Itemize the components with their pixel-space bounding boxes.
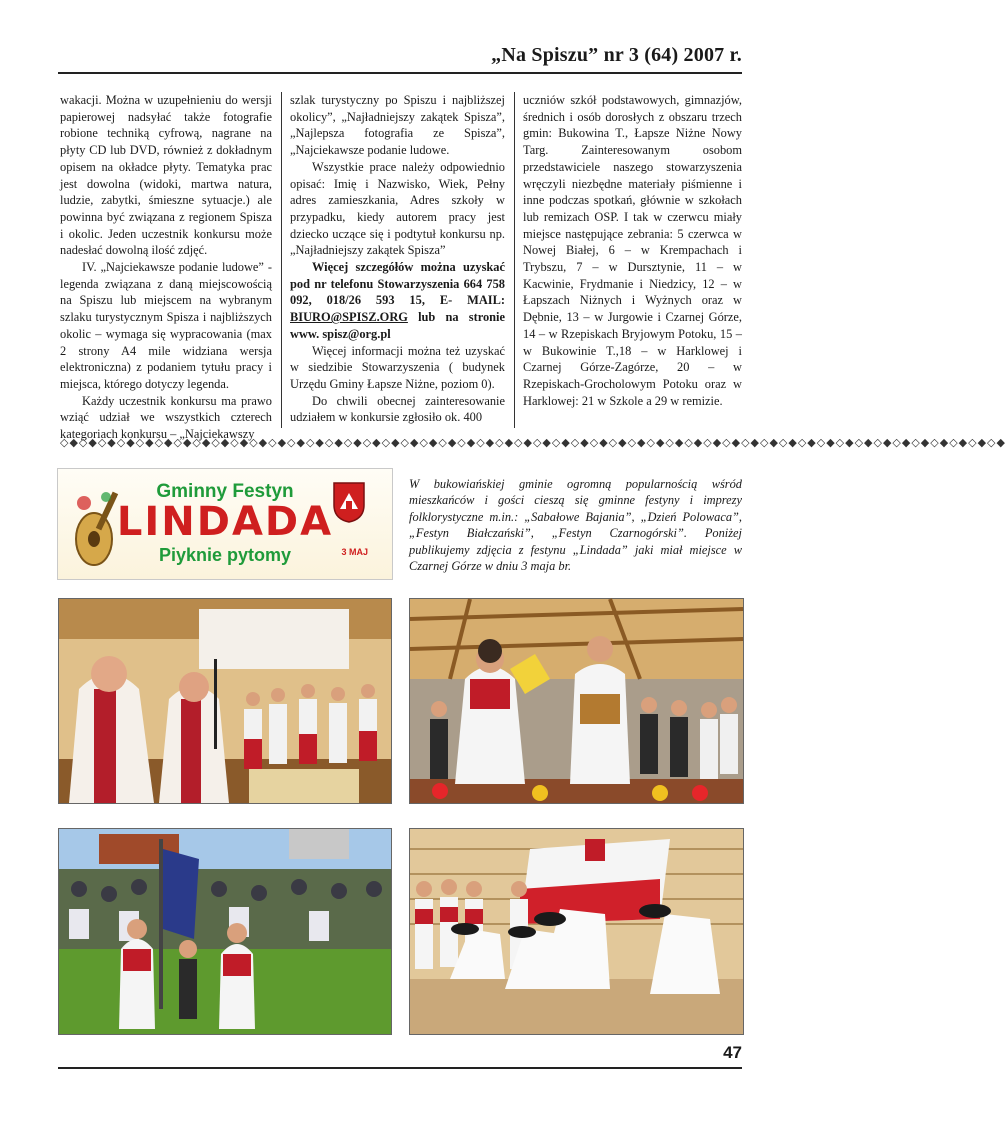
- paragraph: uczniów szkół podstawowych, gimnazjów, średnich i osób dorosłych z obszaru trzech gmin: Bukowina T., Łapsze Niżne Nowy Targ. Zainteresowanym osobom przedstawiciele naszego stowarzyszenia wręczyli niezbędne materiały piśmienne i inne podczas spotkań, głównie w szkołach lub remizach OSP. I tak w czerwcu miały miejsce następujące zebrania: 5 czerwca w Nowej Białej, 6 – w Krempachach i Trybszu, 7 – w Dursztynie, 11 – w Kacwinie, Frydmanie i Niedzicy, 12 – w Łapszach Niżnych i Wyżnych oraz w Dębnie, 13 – w Jurgowie i Czarnej Górze, 14 – w Rzepiskach Bryjowym Potoku, 15 – w Bukowinie T.,18 – w Harklowej i Czarnej Górze-Zagórze, 20 – w Rzepiskach-Grocholowym Potoku oraz w Harklowej: 21 w Szkole a 29 w remizie.: [523, 93, 742, 408]
- photo-mass-at-altar: [58, 598, 392, 804]
- photo-illustration: [410, 599, 743, 803]
- banner-line-1: Gminny Festyn: [156, 481, 294, 502]
- text-column-3: [523, 92, 742, 409]
- banner-title: LINDADA: [116, 499, 334, 545]
- photo-caption: W bukowiańskiej gminie ogromną popularnością wśród mieszkańców i gości cieszą się gminne festyny i imprezy folklorystyczne m.in.: „Sabałowe Bajania”, „Dzień Polowaca”, „Festyn Białczański”, „Festyn Czarnogórski”. Poniżej publikujemy zdjęcia z festynu „Lindada” jaki miał miejsce w Czarnej Górze w dniu 3 maja br.: [409, 477, 742, 574]
- paragraph: Wszystkie prace należy odpowiednio opisać: Imię i Nazwisko, Wiek, Pełny adres zamieszkania, Adres szkoły w przypadku, kiedy autorem pracy jest dziecko uczące się i podtytuł konkursu np. „Najładniejszy zakątek Spisza”: [290, 159, 505, 258]
- ornamental-divider: ◇◆◇◆◇◆◇◆◇◆◇◆◇◆◇◆◇◆◇◆◇◆◇◆◇◆◇◆◇◆◇◆◇◆◇◆◇◆◇◆◇◆◇◆◇◆◇◆◇◆◇◆◇◆◇◆◇◆◇◆◇◆◇◆◇◆◇◆◇◆◇◆◇◆◇◆◇◆◇◆◇◆◇◆◇◆◇◆◇◆◇◆◇◆◇◆◇◆◇◆: [60, 437, 1006, 449]
- email-link[interactable]: BIURO@SPISZ.ORG: [290, 310, 408, 325]
- photo-stage-performers: [409, 598, 744, 804]
- paragraph: Więcej informacji można też uzyskać w siedzibie Stowarzyszenia ( budynek Urzędu Gminy Łapsze Niżne, poziom 0).: [290, 343, 505, 391]
- banner-date: 3 MAJ: [341, 547, 368, 557]
- running-header: [58, 40, 742, 72]
- page-number: 47: [723, 1043, 742, 1062]
- contact-text: lub na stronie www. spisz@org.pl: [290, 310, 505, 341]
- column-divider: [514, 92, 515, 428]
- paragraph: wakacji. Można w uzupełnieniu do wersji papierowej nadsyłać także fotografie robione techniką cyfrową, nagrane na płyty CD lub DVD, również z dokładnym opisem na okładce płyty. Tematyka prac jest dowolna (widoki, martwa natura, ludzie, zabytki, śmieszne sytuacje.) ale powinna być związana z regionem Spisza i okolic. Jeden uczestnik konkursu może nadesłać dowolną ilość zdjęć.: [60, 93, 272, 258]
- header-rule: [58, 72, 742, 74]
- contact-paragraph: [290, 259, 505, 343]
- paragraph: szlak turystyczny po Spiszu i najbliższej okolicy”, „Najładniejszy zakątek Spisza”, „Najlepsza fotografia ze Spisza”, „Najciekawsze podanie ludowe.: [290, 93, 505, 158]
- paragraph: IV. „Najciekawsze podanie ludowe” - legenda związana z daną miejscowością na Spiszu lub miejscem na wybranym szlaku turystycznym Spisza i najbliższych okolic – wymaga się wypracowania (max 2 strony A4 mile widziana wersja elektroniczna) z podaniem tytułu pracy i miejsca, którego dotyczy legenda.: [60, 260, 272, 391]
- photo-outdoor-crowd: [58, 828, 392, 1035]
- festival-banner: [57, 468, 393, 580]
- paragraph: Każdy uczestnik konkursu ma prawo wziąć udział we wszystkich czterech kategoriach konkursu – „Najciekawszy: [60, 393, 272, 442]
- photo-illustration: [59, 829, 391, 1034]
- text-column-2: [290, 92, 505, 426]
- contact-text: Więcej szczegółów można uzyskać pod nr telefonu Stowarzyszenia 664 758 092, 018/26 593 15, E- MAIL:: [290, 260, 505, 308]
- banner-line-3: Piyknie pytomy: [158, 545, 292, 565]
- publication-title: „Na Spiszu” nr 3 (64) 2007 r.: [491, 44, 742, 66]
- column-divider: [281, 92, 282, 428]
- paragraph: Do chwili obecnej zainteresowanie udziałem w konkursie zgłosiło ok. 400: [290, 393, 505, 425]
- photo-illustration: [59, 599, 391, 803]
- photo-folk-dancers: [409, 828, 744, 1035]
- photo-illustration: [410, 829, 743, 1034]
- footer-rule: [58, 1067, 742, 1069]
- text-column-1: [60, 92, 272, 443]
